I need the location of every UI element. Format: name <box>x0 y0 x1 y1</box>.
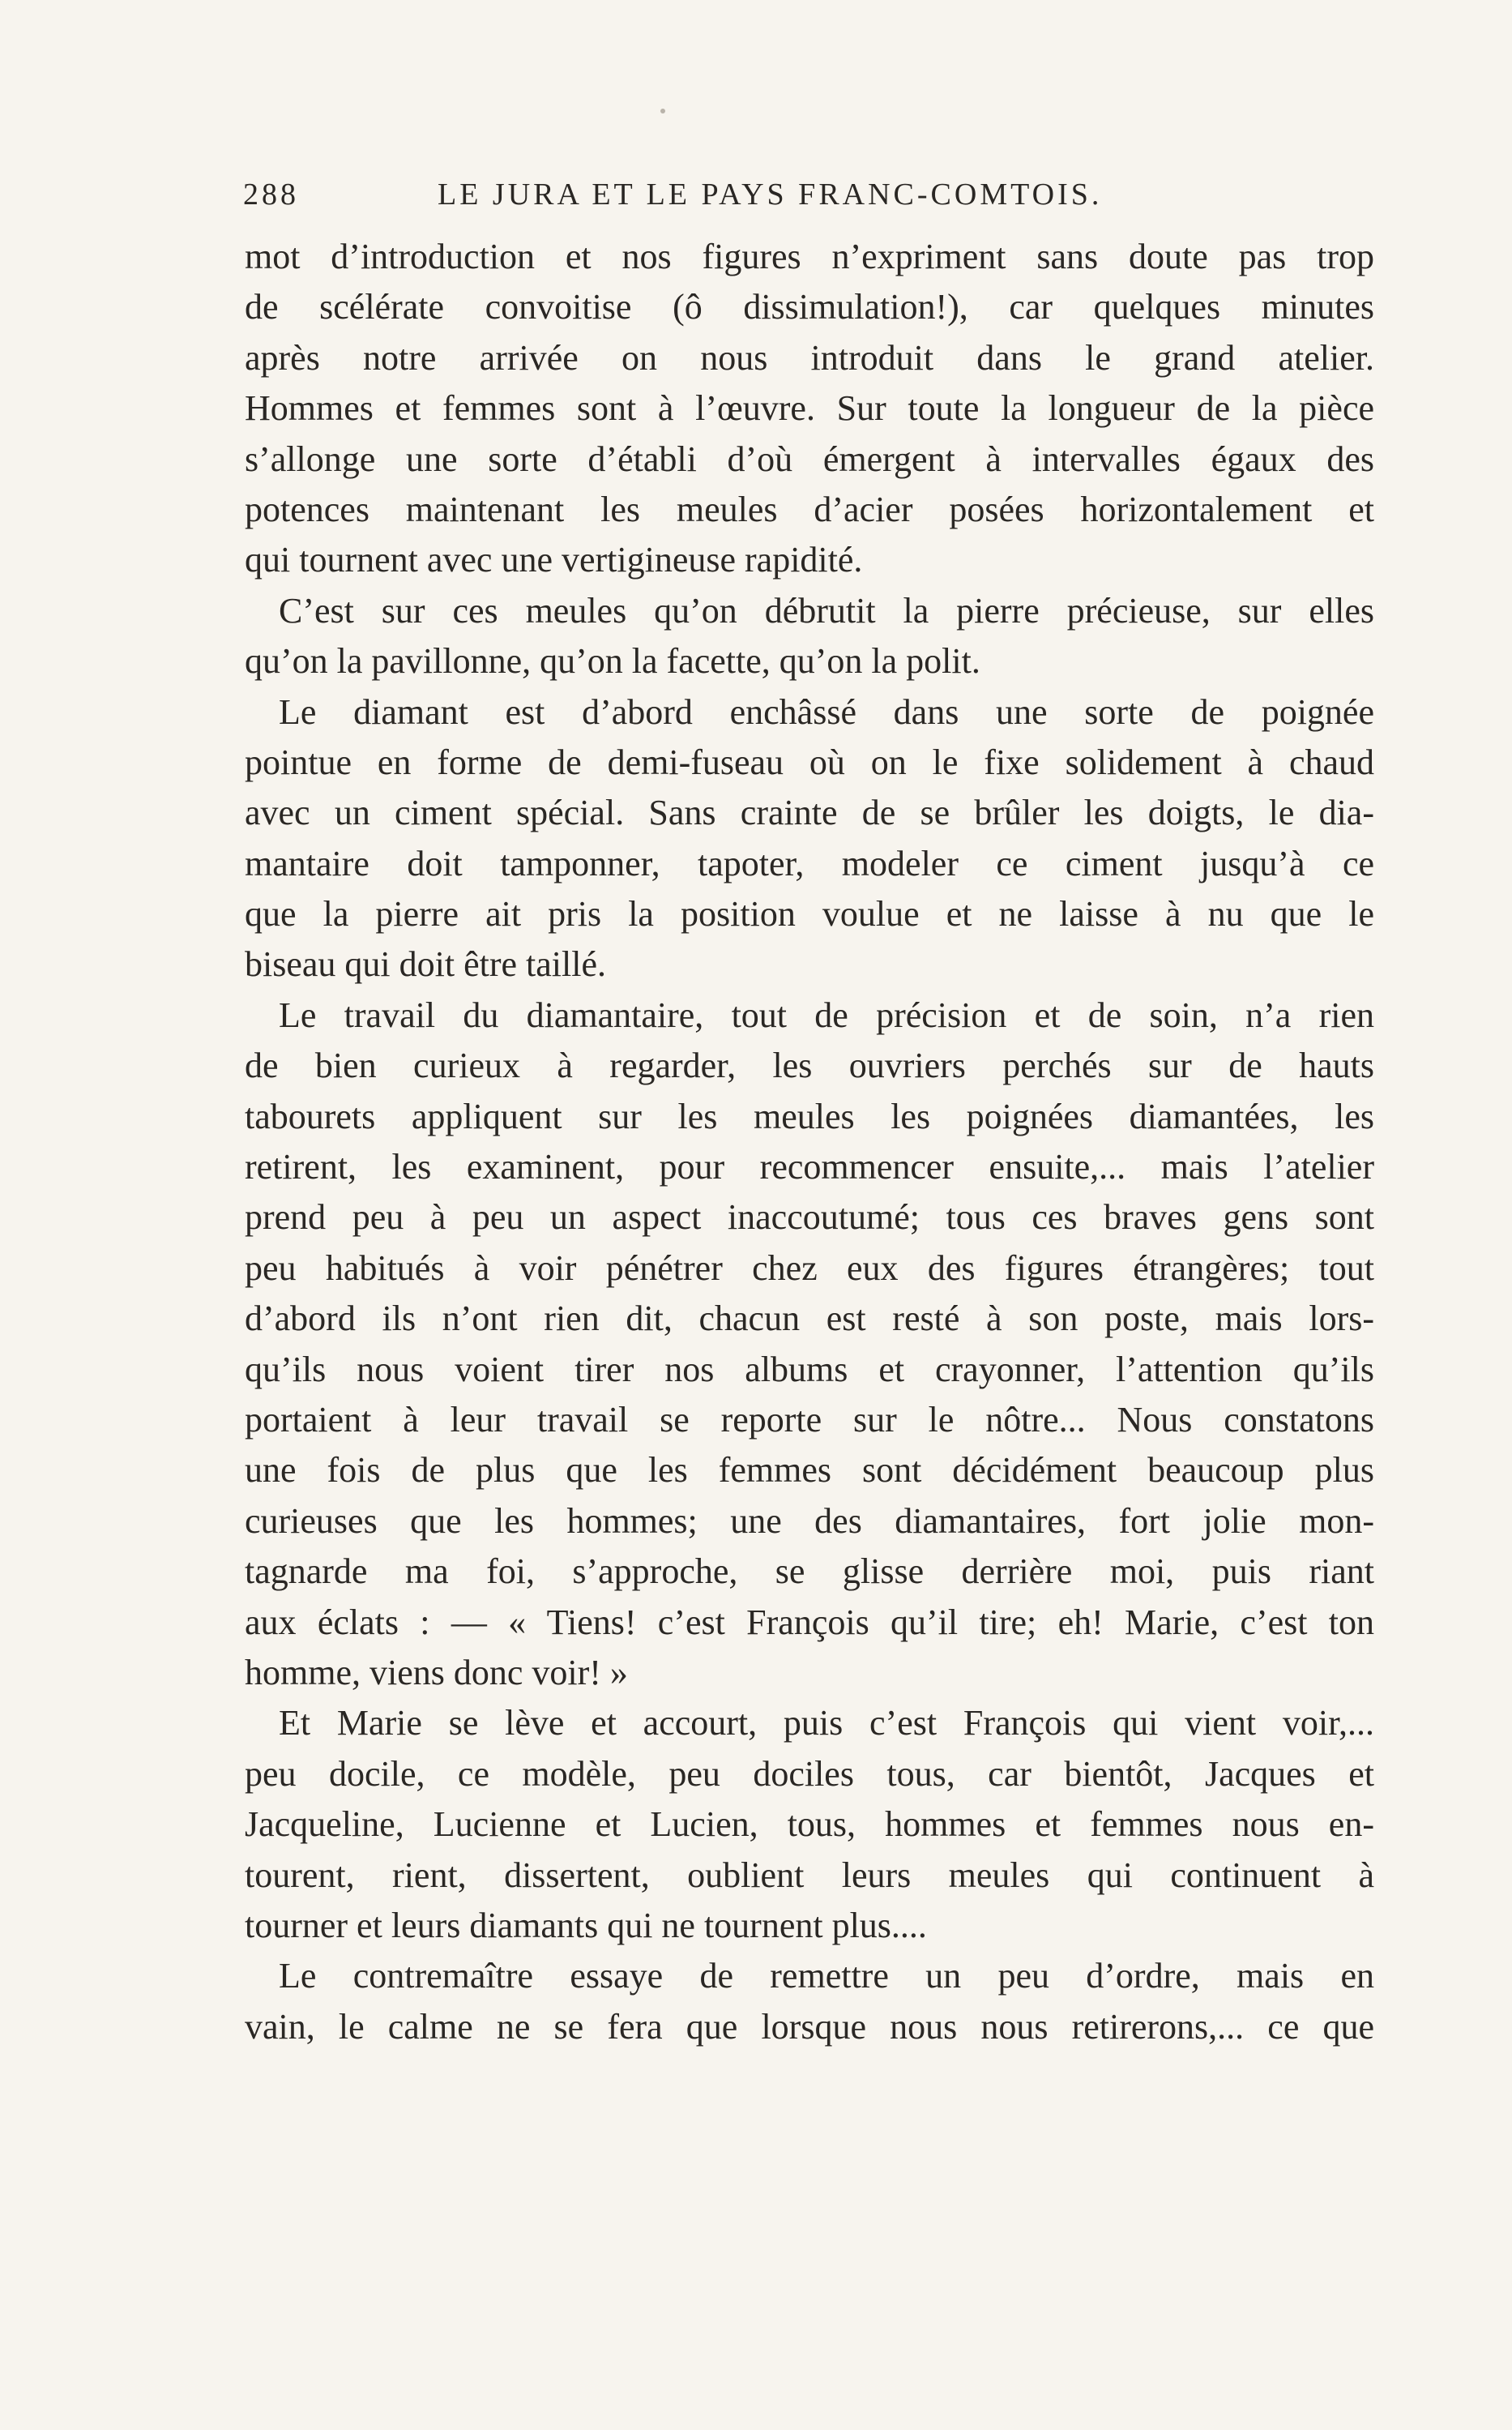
text-line: curieuses que les hommes; une des diamantaires, fort jolie mon- <box>245 1500 1374 1541</box>
body-text <box>245 232 1374 2052</box>
running-header <box>243 177 1377 225</box>
text-line: mantaire doit tamponner, tapoter, modeler ce ciment jusqu’à ce <box>245 843 1374 883</box>
text-line: après notre arrivée on nous introduit dans le grand atelier. <box>245 337 1374 378</box>
text-line: Le contremaître essaye de remettre un peu d’ordre, mais en <box>279 1956 1374 1996</box>
text-line: biseau qui doit être taillé. <box>245 944 606 985</box>
text-line: Jacqueline, Lucienne et Lucien, tous, hommes et femmes nous en- <box>245 1804 1374 1845</box>
text-line: de scélérate convoitise (ô dissimulation!), car quelques minutes <box>245 287 1374 327</box>
text-line: vain, le calme ne se fera que lorsque nous nous retirerons,... ce que <box>245 2006 1374 2047</box>
text-line: peu docile, ce modèle, peu dociles tous, car bientôt, Jacques et <box>245 1753 1374 1794</box>
text-line: portaient à leur travail se reporte sur le nôtre... Nous constatons <box>245 1399 1374 1440</box>
text-line: avec un ciment spécial. Sans crainte de se brûler les doigts, le dia- <box>245 793 1374 833</box>
text-line: d’abord ils n’ont rien dit, chacun est resté à son poste, mais lors- <box>245 1298 1374 1339</box>
text-line: s’allonge une sorte d’établi d’où émergent à intervalles égaux des <box>245 439 1374 479</box>
text-line: Hommes et femmes sont à l’œuvre. Sur toute la longueur de la pièce <box>245 388 1374 429</box>
text-line: tagnarde ma foi, s’approche, se glisse derrière moi, puis riant <box>245 1551 1374 1592</box>
text-line: Et Marie se lève et accourt, puis c’est François qui vient voir,... <box>279 1703 1374 1743</box>
text-line: une fois de plus que les femmes sont décidément beaucoup plus <box>245 1450 1374 1491</box>
text-line: tabourets appliquent sur les meules les poignées diamantées, les <box>245 1096 1374 1136</box>
text-line: C’est sur ces meules qu’on débrutit la pierre précieuse, sur elles <box>279 590 1374 631</box>
page-speck <box>660 109 665 113</box>
page-number: 288 <box>243 178 299 212</box>
text-line: aux éclats : — « Tiens! c’est François qu’il tire; eh! Marie, c’est ton <box>245 1602 1374 1642</box>
running-title: LE JURA ET LE PAYS FRANC-COMTOIS. <box>438 178 1103 212</box>
text-line: pointue en forme de demi-fuseau où on le fixe solidement à chaud <box>245 742 1374 782</box>
text-line: tourner et leurs diamants qui ne tournent plus.... <box>245 1905 927 1945</box>
text-line: Le diamant est d’abord enchâssé dans une sorte de poignée <box>279 691 1374 732</box>
text-line: mot d’introduction et nos figures n’expriment sans doute pas trop <box>245 237 1374 276</box>
text-line: retirent, les examinent, pour recommencer ensuite,... mais l’atelier <box>245 1147 1374 1187</box>
text-line: prend peu à peu un aspect inaccoutumé; tous ces braves gens sont <box>245 1197 1374 1238</box>
text-line: qui tournent avec une vertigineuse rapidité. <box>245 540 863 580</box>
text-line: que la pierre ait pris la position voulue et ne laisse à nu que le <box>245 894 1374 935</box>
text-line: qu’ils nous voient tirer nos albums et crayonner, l’attention qu’ils <box>245 1349 1374 1389</box>
text-line: potences maintenant les meules d’acier posées horizontalement et <box>245 489 1374 529</box>
text-line: homme, viens donc voir! » <box>245 1652 628 1692</box>
text-line: Le travail du diamantaire, tout de précision et de soin, n’a rien <box>279 995 1374 1035</box>
text-line: de bien curieux à regarder, les ouvriers perchés sur de hauts <box>245 1046 1374 1086</box>
text-line: peu habitués à voir pénétrer chez eux des figures étrangères; tout <box>245 1247 1374 1288</box>
text-line: tourent, rient, dissertent, oublient leurs meules qui continuent à <box>245 1855 1374 1895</box>
text-line: qu’on la pavillonne, qu’on la facette, qu’on la polit. <box>245 641 980 682</box>
